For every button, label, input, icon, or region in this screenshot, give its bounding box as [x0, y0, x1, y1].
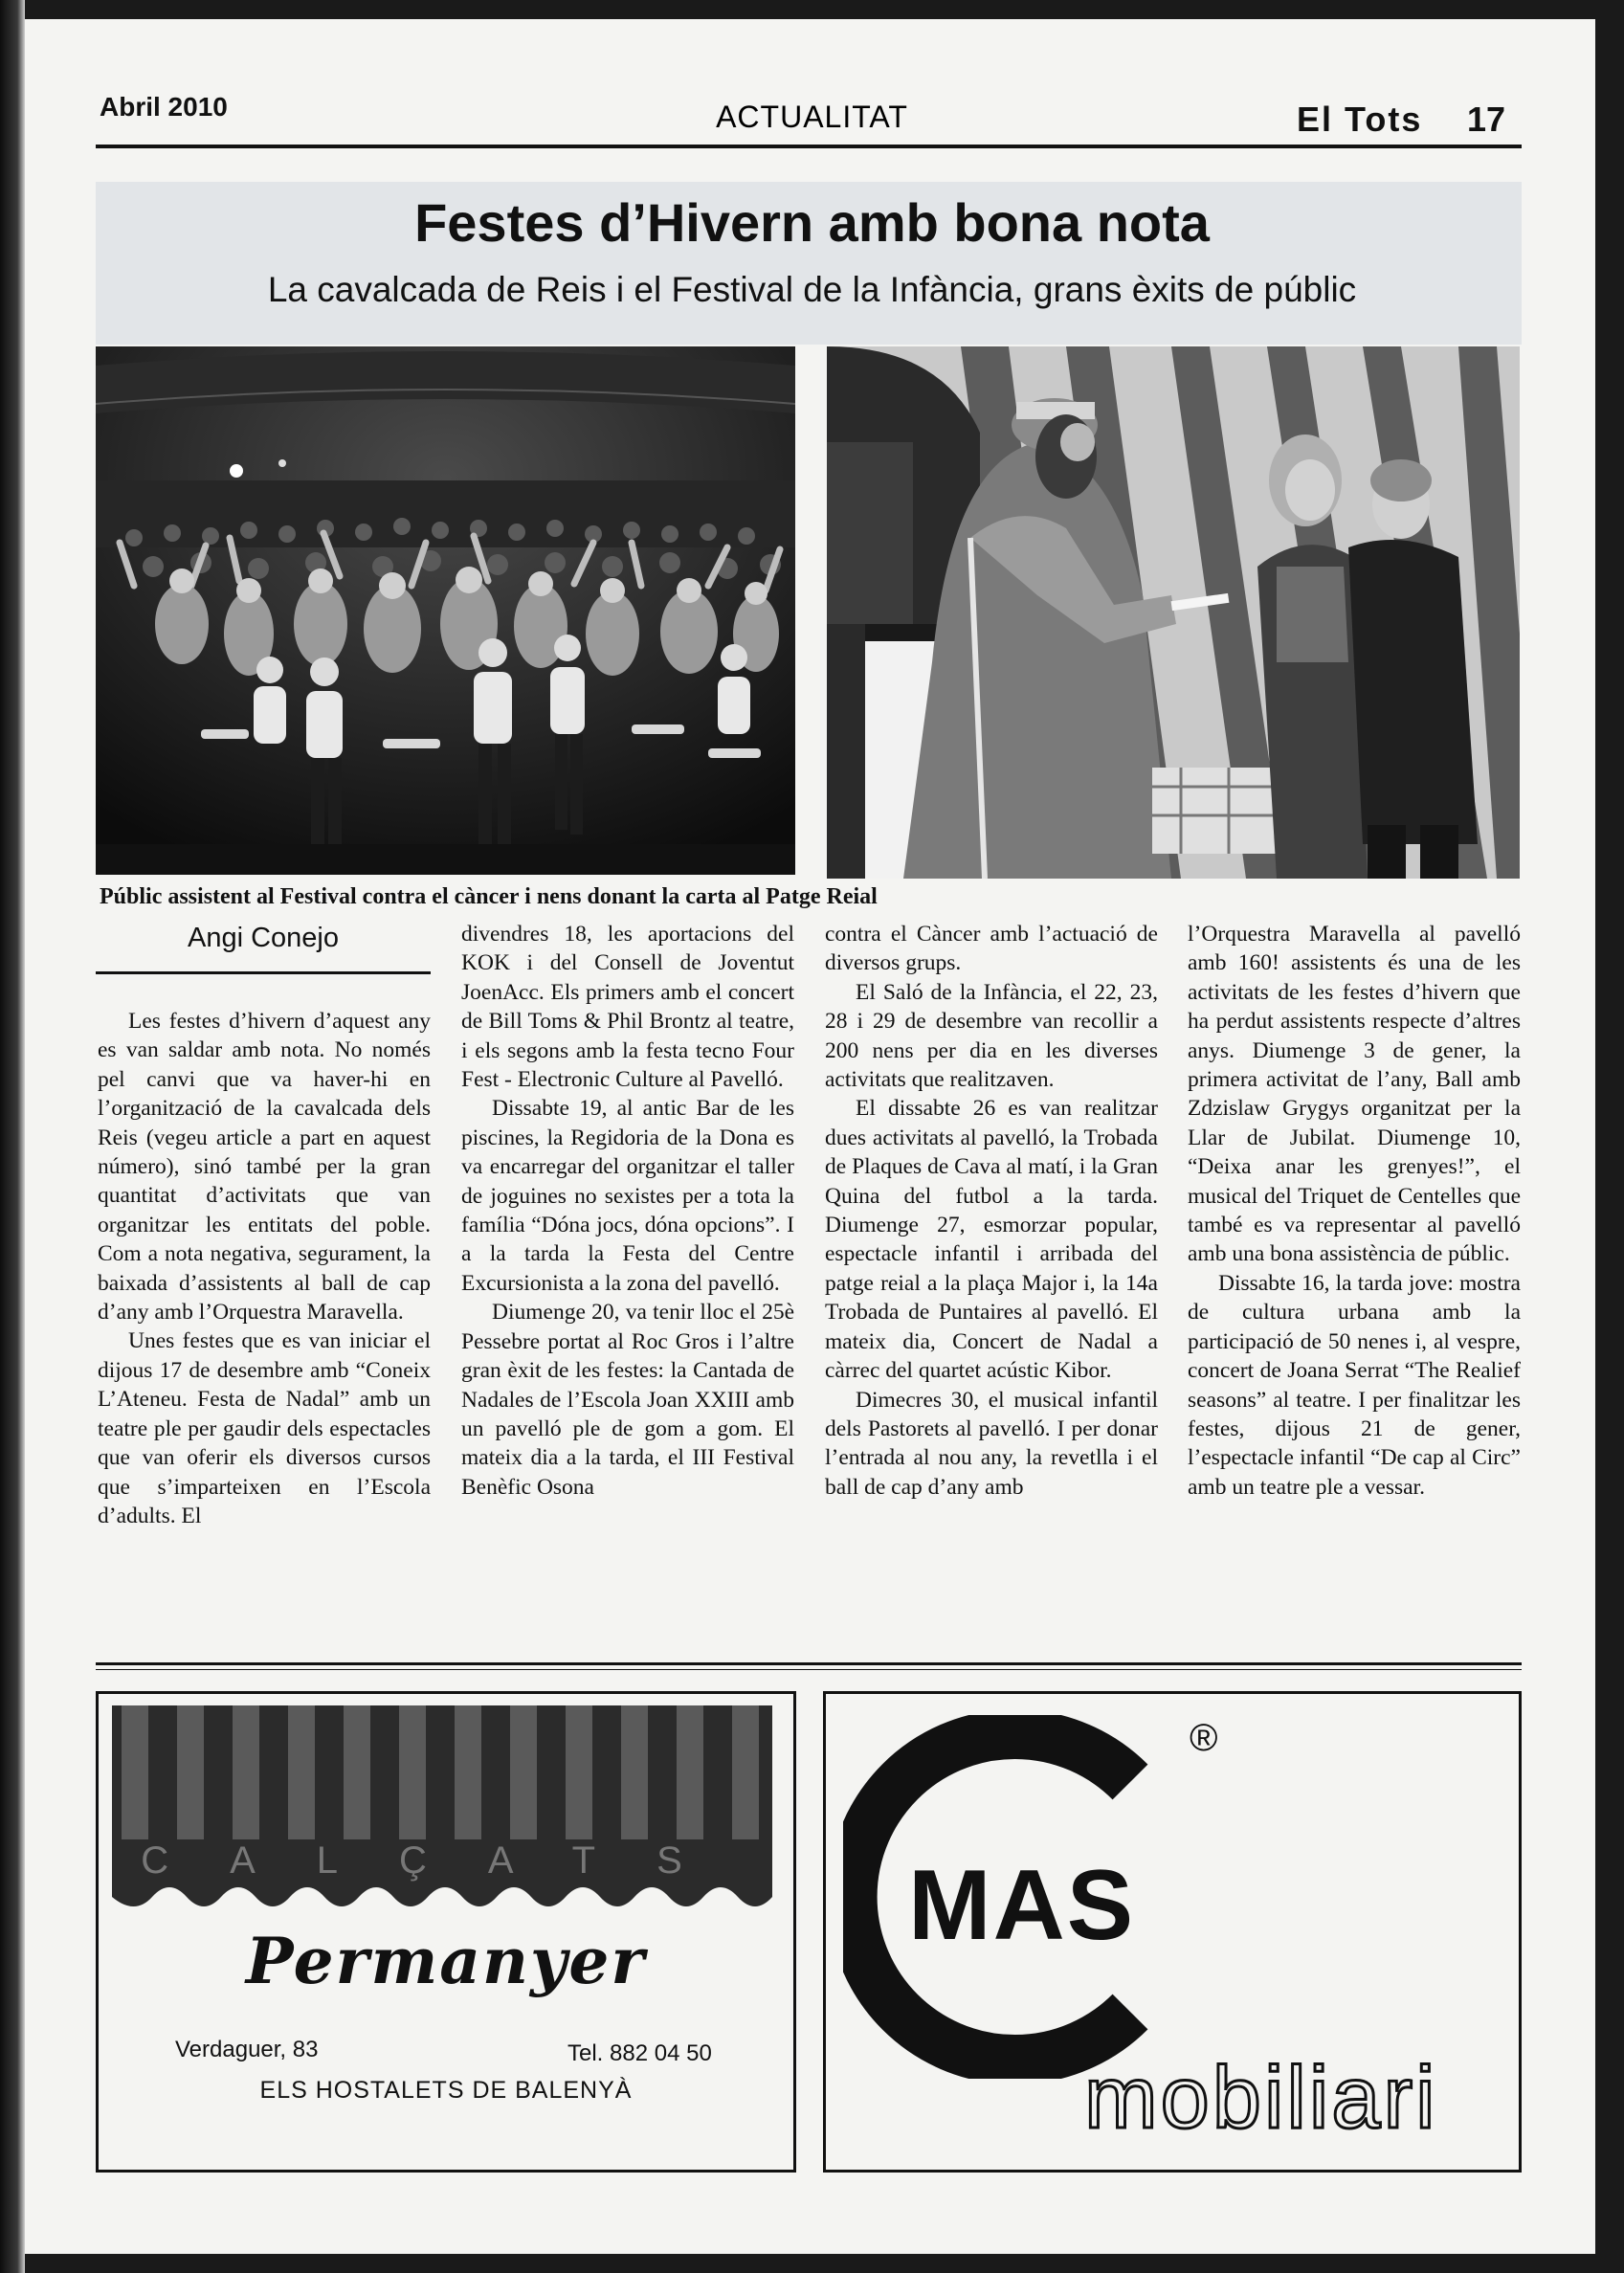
paragraph: contra el Càncer amb l’actuació de diversos grups.: [825, 922, 1158, 976]
shop-address: Verdaguer, 83: [175, 2037, 319, 2062]
paragraph: El Saló de la Infància, el 22, 23, 28 i 29 de desembre van recollir a 200 nens per dia en les diverses activitats que realitzaven.: [825, 979, 1158, 1093]
shop-phone: Tel. 882 04 50: [567, 2040, 712, 2066]
shop-awning: [112, 1705, 772, 1916]
author-byline: Angi Conejo: [188, 923, 339, 953]
article-column-1: [98, 1007, 431, 1530]
byline-rule: [96, 971, 431, 974]
paragraph: Dissabte 19, al antic Bar de les piscines, la Regidoria de la Dona es va encarregar del organitzar el taller de joguines no sexistes per a tota la família “Dóna jocs, dóna opcions”. I a la tarda la Festa del Centre Excursionista a la zona del pavelló.: [461, 1096, 794, 1296]
article-column-4: [1188, 920, 1521, 1502]
royal-page-letter-photo: [827, 346, 1520, 879]
header-rule: [96, 145, 1522, 148]
article-title: Festes d’Hivern amb bona nota: [414, 192, 1210, 253]
article-column-3: [825, 920, 1158, 1502]
photo-caption: Públic assistent al Festival contra el càncer i nens donant la carta al Patge Reial: [100, 884, 878, 909]
issue-date: Abril 2010: [100, 92, 228, 122]
paragraph: Unes festes que es van iniciar el dijous 17 de desembre amb “Coneix L’Ateneu. Festa de Nadal” amb un teatre ple per gaudir dels espectacles que van oferir els diversos cursos que s’imparteixen en l’Escola d’adults. El: [98, 1328, 431, 1528]
article-subtitle: La cavalcada de Reis i el Festival de la Infància, grans èxits de públic: [267, 270, 1357, 309]
awning-lettering: CALÇATS: [141, 1839, 744, 1882]
paragraph: divendres 18, les aportacions del KOK i del Consell de Joventut JoenAcc. Els primers amb el concert de Bill Toms & Phil Brontz al teatre, i els segons amb la festa tecno Four Fest - Electronic Culture al Pavelló.: [461, 922, 794, 1093]
paragraph: Dissabte 16, la tarda jove: mostra de cultura urbana amb la participació de 50 nenes i, al vespre, concert de Joana Serrat “The Realief seasons” al teatre. I per finalitzar les festes, dijous 21 de gener, l’espectacle infantil “De cap al Circ” amb un teatre ple a vessar.: [1188, 1270, 1521, 1500]
article-end-rule-thin: [96, 1669, 1522, 1670]
shop-town: ELS HOSTALETS DE BALENYÀ: [259, 2077, 633, 2104]
article-column-2: [461, 920, 794, 1502]
permanyer-shoes-ad: [96, 1691, 796, 2173]
paragraph: Diumenge 20, va tenir lloc el 25è Pessebre portat al Roc Gros i l’altre gran èxit de les festes: la Cantada de Nadales de l’Escola Joan XXIII amb un pavelló ple de gom a gom. El mateix dia a la tarda, el III Festival Benèfic Osona: [461, 1300, 794, 1500]
mas-tagline: mobiliari: [1084, 2049, 1438, 2147]
festival-crowd-photo: [96, 346, 795, 875]
paragraph: Dimecres 30, el musical infantil dels Pastorets al pavelló. I per donar l’entrada al nou any, la revetlla i el ball de cap d’any amb: [825, 1387, 1158, 1500]
publication-name: El Tots: [1297, 100, 1423, 139]
mas-mobiliari-ad: [823, 1691, 1522, 2173]
section-name: ACTUALITAT: [716, 100, 908, 134]
article-end-rule: [96, 1662, 1522, 1665]
paragraph: El dissabte 26 es van realitzar dues activitats al pavelló, la Trobada de Plaques de Cava al matí, i la Gran Quina del futbol a la tarda. Diumenge 27, esmorzar popular, espectacle infantil i arribada del patge reial a la plaça Major i, la 14a Trobada de Puntaires al pavelló. El mateix dia, Concert de Nadal a càrrec del quartet acústic Kibor.: [825, 1096, 1158, 1384]
permanyer-brand: Permanyer: [245, 1924, 647, 1998]
mas-logo-text: MAS: [908, 1850, 1136, 1961]
paragraph: l’Orquestra Maravella al pavelló amb 160! assistents és una de les activitats de les festes d’hivern que ha perdut assistents respecte d’altres anys. Diumenge 3 de gener, la primera activitat de l’any, Ball amb Zdzislaw Grygys organitzat per la Llar de Jubilat. Diumenge 10, “Deixa anar les grenyes!”, el musical del Triquet de Centelles que també es va representar al pavelló amb una bona assistència de públic.: [1188, 922, 1521, 1267]
page-number: 17: [1467, 100, 1506, 139]
binding-spine: [0, 0, 25, 2273]
paragraph: Les festes d’hivern d’aquest any es van saldar amb nota. No només pel canvi que va haver-hi en l’organització de la cavalcada dels Reis (vegeu article a part en aquest número), sinó també per la gran quantitat d’activitats que van organitzar les entitats del poble. Com a nota negativa, segurament, la baixada d’assistents al ball de cap d’any amb l’Orquestra Maravella.: [98, 1009, 431, 1326]
registered-mark: ®: [1190, 1717, 1218, 1759]
